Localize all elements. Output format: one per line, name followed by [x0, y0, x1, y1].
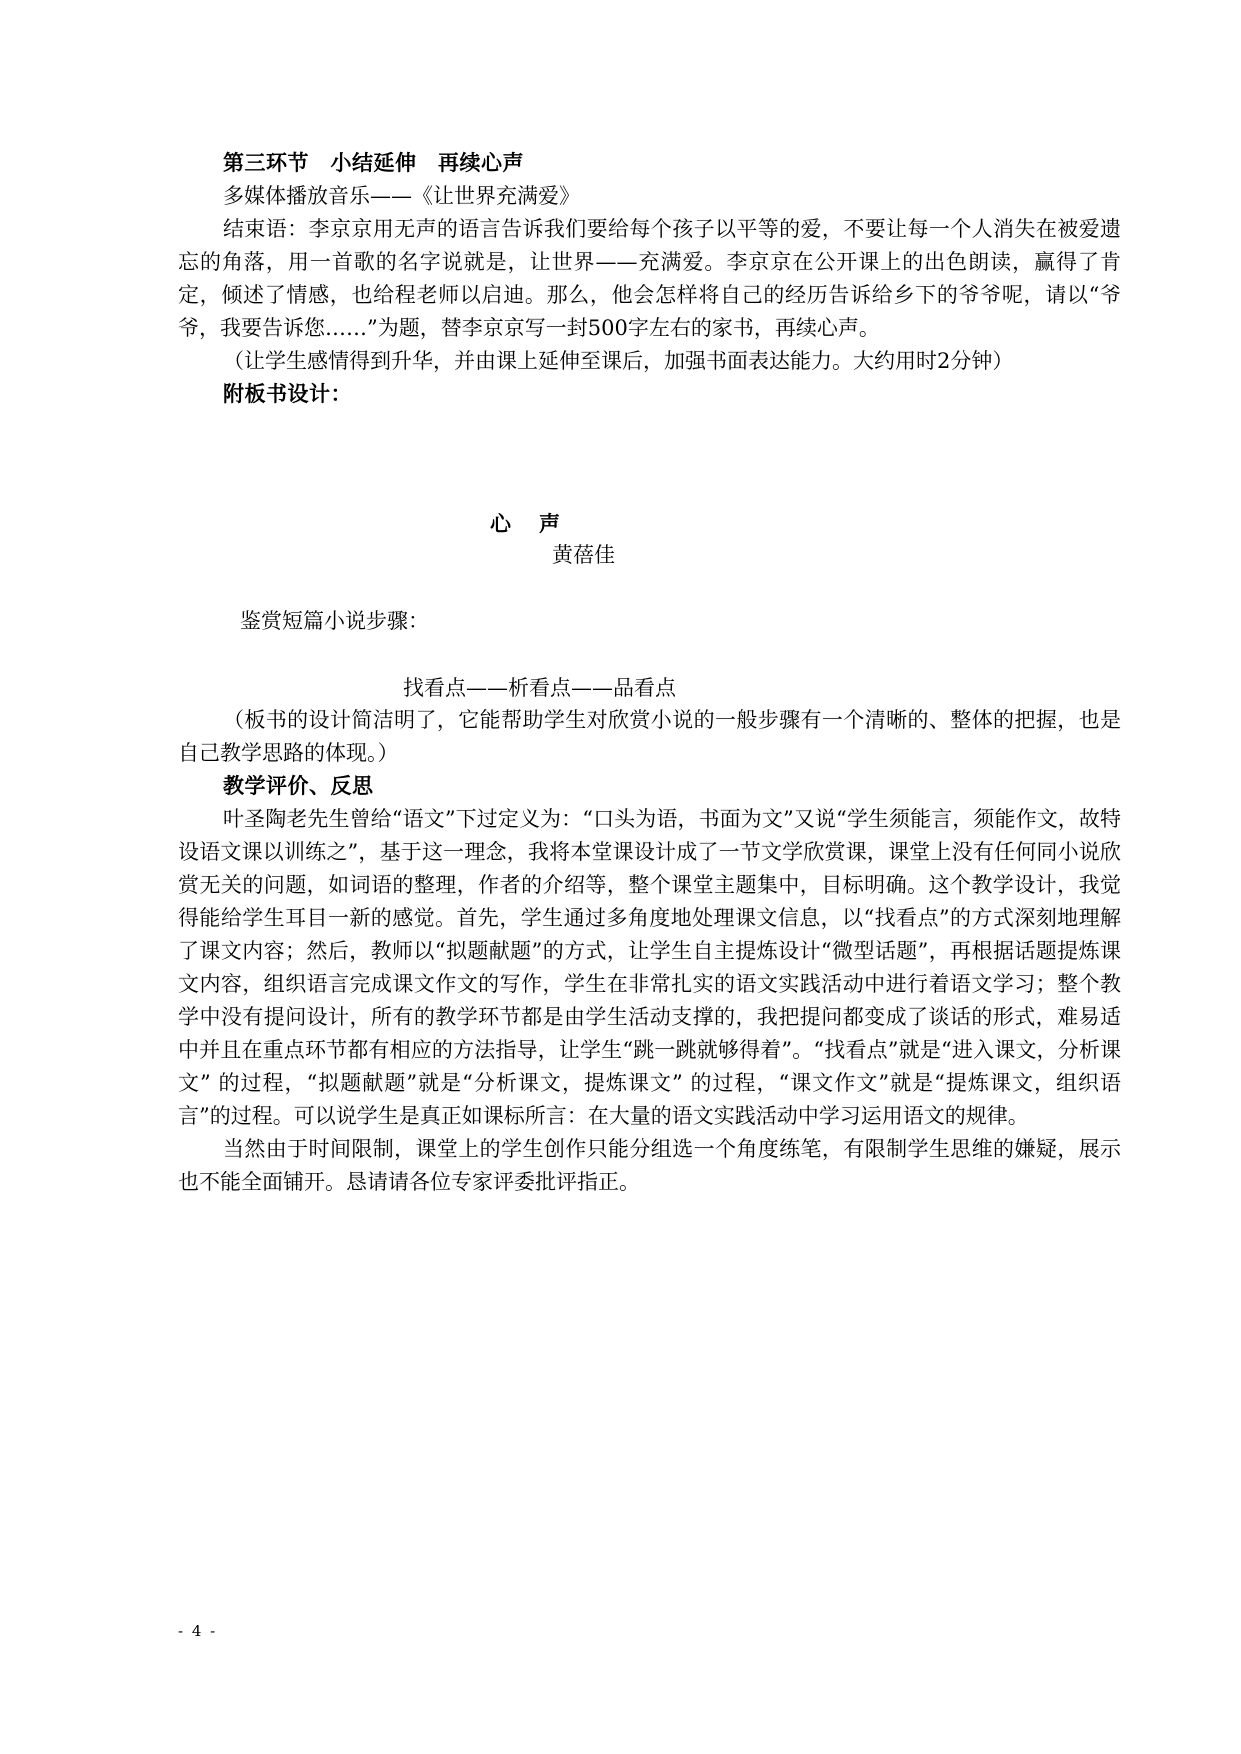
- conclusion-paragraph: 结束语：李京京用无声的语言告诉我们要给每个孩子以平等的爱，不要让每一个人消失在被爱遗忘的角落，用一首歌的名字说就是，让世界——充满爱。李京京在公开课上的出色朗读，赢得了肯定，倾述了情感，也给程老师以启迪。那么，他会怎样将自己的经历告诉给乡下的爷爷呢，请以“爷爷，我要告诉您……”为题，替李京京写一封500字左右的家书，再续心声。: [178, 217, 1121, 340]
- section3-note: （让学生感情得到升华，并由课上延伸至课后，加强书面表达能力。大约用时2分钟）: [223, 349, 1014, 373]
- board-steps-label: 鉴赏短篇小说步骤：: [240, 609, 429, 633]
- section3-heading: 第三环节 小结延伸 再续心声: [223, 151, 524, 175]
- board-steps-flow: 找看点——析看点——品看点: [403, 676, 676, 700]
- board-design-heading: 附板书设计：: [223, 382, 352, 406]
- board-title: 心声: [490, 512, 588, 536]
- music-line: 多媒体播放音乐——《让世界充满爱》: [223, 184, 580, 208]
- board-author: 黄蓓佳: [552, 543, 615, 567]
- evaluation-paragraph-1: 叶圣陶老先生曾给“语文”下过定义为：“口头为语，书面为文”又说“学生须能言，须能作文，故特设语文课以训练之”，基于这一理念，我将本堂课设计成了一节文学欣赏课，课堂上没有任何同小说欣赏无关的问题，如词语的整理，作者的介绍等，整个课堂主题集中，目标明确。这个教学设计，我觉得能给学生耳目一新的感觉。首先，学生通过多角度地处理课文信息，以“找看点”的方式深刻地理解了课文内容；然后，教师以“拟题献题”的方式，让学生自主提炼设计“微型话题”，再根据话题提炼课文内容，组织语言完成课文作文的写作，学生在非常扎实的语文实践活动中进行着语文学习；整个教学中没有提问设计，所有的教学环节都是由学生活动支撑的，我把提问都变成了谈话的形式，难易适中并且在重点环节都有相应的方法指导，让学生“跳一跳就够得着”。“找看点”就是“进入课文，分析课文” 的过程，“拟题献题”就是“分析课文，提炼课文” 的过程，“课文作文”就是“提炼课文，组织语言”的过程。可以说学生是真正如课标所言：在大量的语文实践活动中学习运用语文的规律。: [178, 807, 1121, 1128]
- evaluation-block: [178, 704, 1121, 1199]
- section3-block: [178, 147, 1121, 411]
- evaluation-paragraph-2: 当然由于时间限制，课堂上的学生创作只能分组选一个角度练笔，有限制学生思维的嫌疑，展示也不能全面铺开。恳请请各位专家评委批评指正。: [178, 1137, 1121, 1194]
- evaluation-heading: 教学评价、反思: [223, 774, 374, 798]
- board-design-note: （板书的设计简洁明了，它能帮助学生对欣赏小说的一般步骤有一个清晰的、整体的把握，也是自己教学思路的体现。）: [178, 708, 1121, 765]
- page-number: - 4 -: [178, 1622, 218, 1640]
